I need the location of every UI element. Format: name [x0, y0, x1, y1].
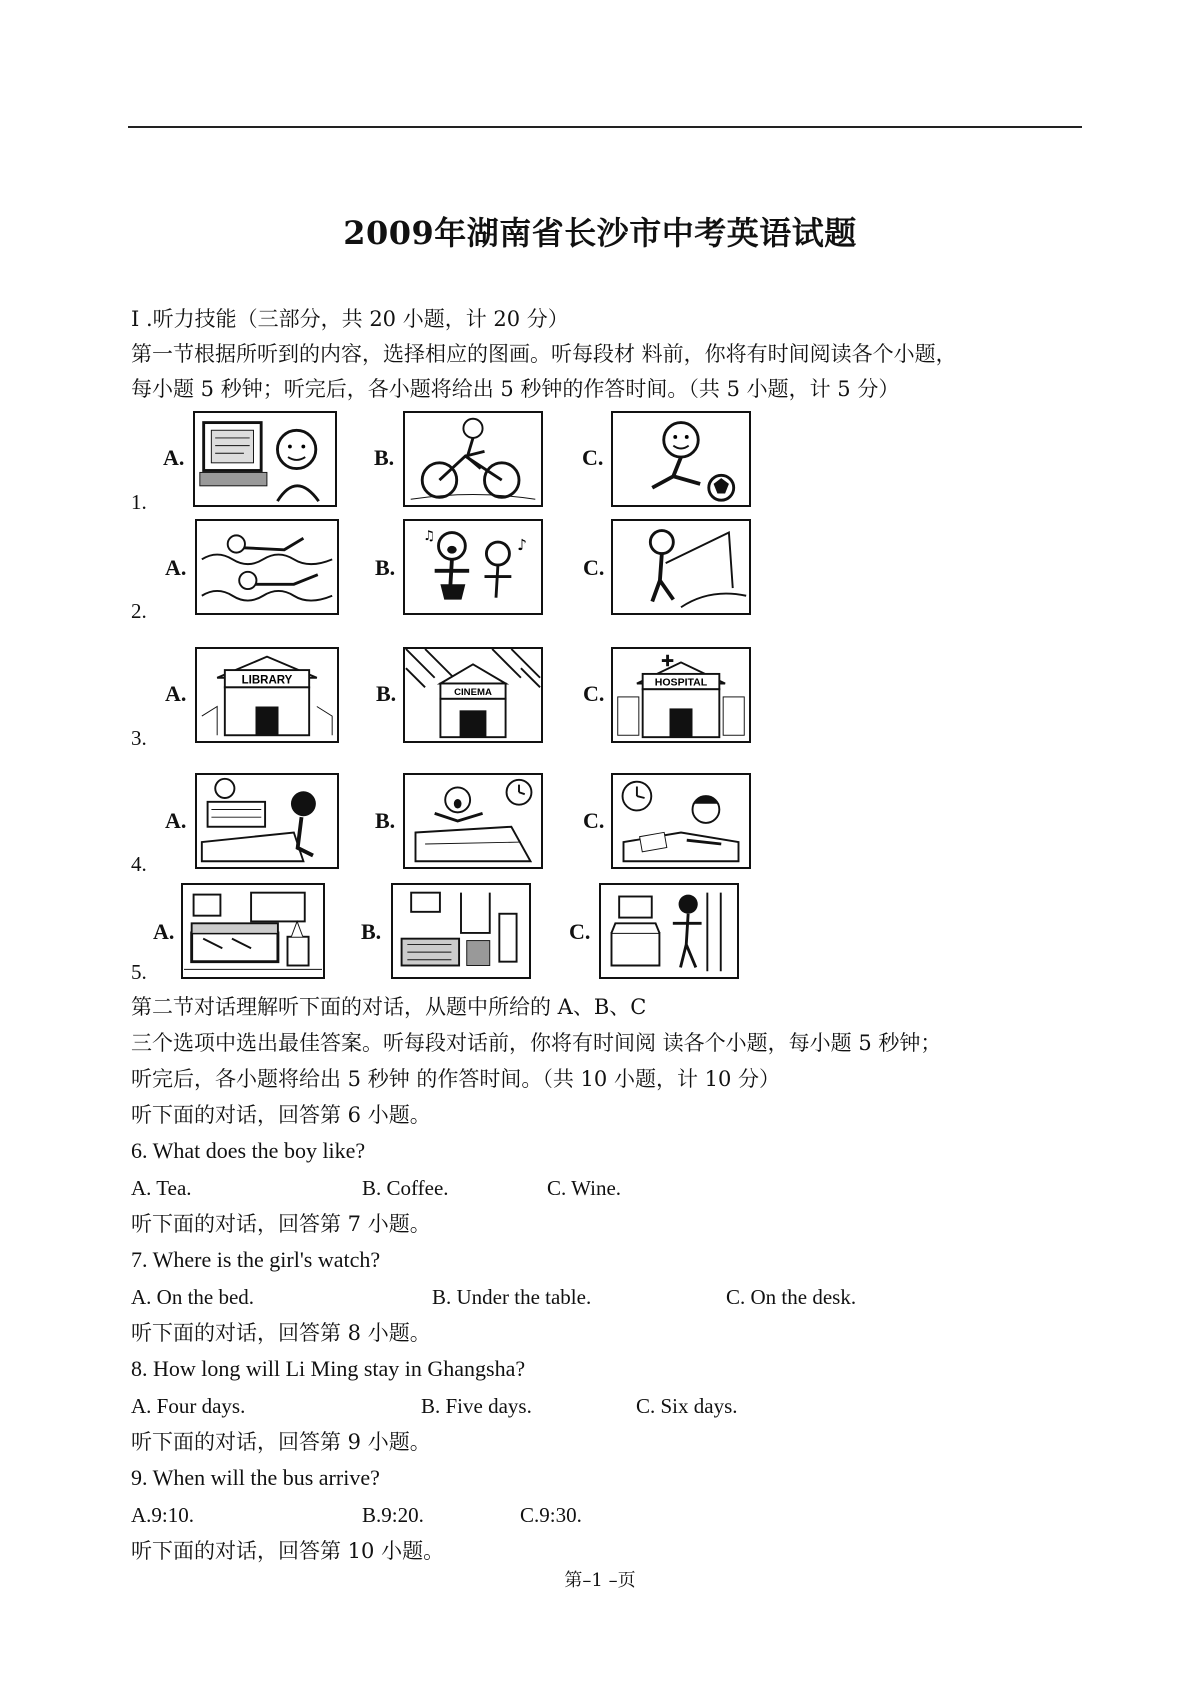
- picture-hospital: [611, 647, 751, 743]
- section1-intro-line1: 第一节根据所听到的内容，选择相应的图画。听每段材 料前，你将有时间阅读各个小题，: [131, 342, 957, 366]
- question-text: 8. How long will Li Ming stay in Ghangsha?: [131, 1356, 526, 1381]
- picture-computer-boy: [193, 411, 337, 507]
- answer-option: C.9:30.: [520, 1503, 582, 1527]
- svg-text:♪: ♪: [517, 535, 527, 554]
- picture-option-label: B.: [374, 445, 395, 470]
- answer-option: A. Four days.: [131, 1394, 246, 1418]
- section1-heading: I .听力技能（三部分，共 20 小题，计 20 分）: [131, 307, 569, 331]
- section2-line1: 第二节对话理解听下面的对话，从题中所给的 A、B、C: [131, 995, 647, 1019]
- answer-option: B. Under the table.: [432, 1285, 592, 1309]
- picture-football-boy: [611, 411, 751, 507]
- question-text: 7. Where is the girl's watch?: [131, 1247, 381, 1272]
- section1-intro-line2: 每小题 5 秒钟；听完后，各小题将给出 5 秒钟的作答时间。（共 5 小题，计 5 分）: [131, 377, 900, 401]
- picture-cinema: [403, 647, 543, 743]
- answer-option: C. On the desk.: [726, 1285, 857, 1309]
- picture-cyclist: [403, 411, 543, 507]
- answer-option: C. Wine.: [547, 1176, 622, 1200]
- picture-option-label: C.: [582, 445, 604, 470]
- picture-question-number: 3.: [131, 726, 147, 750]
- question-prompt: 听下面的对话，回答第 10 小题。: [131, 1539, 445, 1563]
- answer-option: A.9:10.: [131, 1503, 194, 1527]
- picture-option-label: B.: [376, 681, 397, 706]
- answer-option: B. Five days.: [421, 1394, 532, 1418]
- section2-line3: 听完后，各小题将给出 5 秒钟 的作答时间。（共 10 小题，计 10 分）: [131, 1067, 781, 1091]
- picture-boy-waking-up: [403, 773, 543, 869]
- question-prompt: 听下面的对话，回答第 8 小题。: [131, 1321, 431, 1345]
- picture-library: [195, 647, 339, 743]
- picture-sitting-room: [181, 883, 325, 979]
- picture-option-label: B.: [375, 808, 396, 833]
- picture-option-label: B.: [375, 555, 396, 580]
- question-text: 9. When will the bus arrive?: [131, 1465, 380, 1490]
- question-text: 6. What does the boy like?: [131, 1138, 366, 1163]
- picture-question-number: 4.: [131, 852, 147, 876]
- page-footer: 第–1 –页: [564, 1570, 636, 1591]
- answer-option: A. On the bed.: [131, 1285, 255, 1309]
- answer-option: B. Coffee.: [362, 1176, 449, 1200]
- picture-singers: [403, 519, 543, 615]
- picture-girl-at-desk: [195, 773, 339, 869]
- picture-girl-doing-homework: [611, 773, 751, 869]
- cinema-sign: CINEMA: [454, 687, 492, 698]
- picture-bedroom: [391, 883, 531, 979]
- library-sign: LIBRARY: [241, 674, 293, 687]
- picture-swimmers: [195, 519, 339, 615]
- question-prompt: 听下面的对话，回答第 7 小题。: [131, 1212, 431, 1236]
- picture-option-label: A.: [163, 445, 185, 470]
- question-prompt: 听下面的对话，回答第 9 小题。: [131, 1430, 431, 1454]
- picture-option-label: A.: [165, 808, 187, 833]
- picture-option-label: C.: [583, 555, 605, 580]
- picture-question-number: 1.: [131, 490, 147, 514]
- picture-question-number: 5.: [131, 960, 147, 984]
- svg-text:♫: ♫: [423, 529, 436, 545]
- picture-option-label: A.: [165, 555, 187, 580]
- answer-option: B.9:20.: [362, 1503, 424, 1527]
- picture-option-label: A.: [165, 681, 187, 706]
- question-prompt: 听下面的对话，回答第 6 小题。: [131, 1103, 431, 1127]
- picture-question-number: 2.: [131, 599, 147, 623]
- answer-option: C. Six days.: [636, 1394, 738, 1418]
- picture-option-label: C.: [583, 808, 605, 833]
- picture-fishing-boy: [611, 519, 751, 615]
- page-title: 2009年湖南省长沙市中考英语试题: [343, 214, 857, 252]
- header-rule: [128, 126, 1082, 128]
- picture-option-label: C.: [569, 919, 591, 944]
- picture-room-with-girl: [599, 883, 739, 979]
- picture-option-label: C.: [583, 681, 605, 706]
- hospital-sign: HOSPITAL: [654, 676, 708, 689]
- picture-option-label: A.: [153, 919, 175, 944]
- answer-option: A. Tea.: [131, 1176, 192, 1200]
- picture-option-label: B.: [361, 919, 382, 944]
- section2-line2: 三个选项中选出最佳答案。听每段对话前，你将有时间阅 读各个小题，每小题 5 秒钟；: [131, 1031, 942, 1055]
